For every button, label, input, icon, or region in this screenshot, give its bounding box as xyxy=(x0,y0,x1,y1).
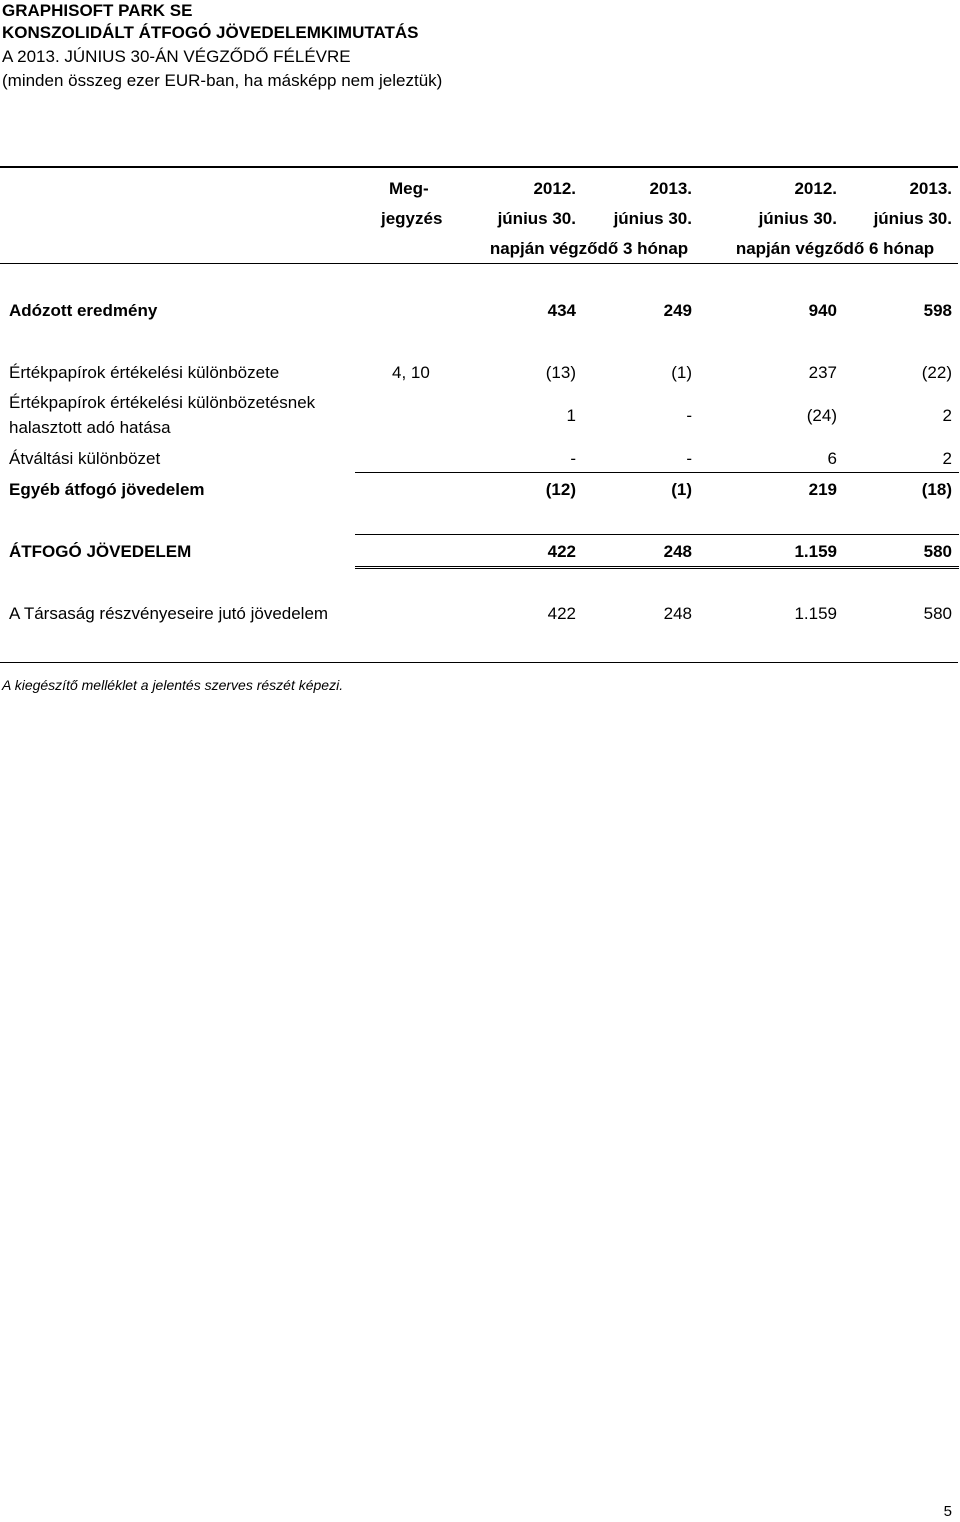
cell-value: 248 xyxy=(663,542,692,561)
row-label: Adózott eredmény xyxy=(9,301,158,320)
header-bottom-rule xyxy=(0,263,958,264)
cell-value: 1.159 xyxy=(794,542,837,561)
row-label: A Társaság részvényeseire jutó jövedelem xyxy=(9,604,329,623)
cell-value: (13) xyxy=(545,363,576,382)
col3-year: 2012. xyxy=(794,179,837,198)
cell-value: 422 xyxy=(547,542,576,561)
company-name: GRAPHISOFT PARK SE xyxy=(2,1,193,20)
row-label-line2: halasztott adó hatása xyxy=(9,418,171,437)
footnote: A kiegészítő melléklet a jelentés szerves részét képezi. xyxy=(2,677,344,693)
cell-value: 580 xyxy=(923,604,952,623)
cell-value: - xyxy=(570,449,576,468)
cell-value: (18) xyxy=(921,480,952,499)
cell-value: 249 xyxy=(663,301,692,320)
group-6-months: napján végződő 6 hónap xyxy=(735,239,935,258)
page-number: 5 xyxy=(943,1503,952,1520)
col2-date: június 30. xyxy=(613,209,692,228)
statement-title: KONSZOLIDÁLT ÁTFOGÓ JÖVEDELEMKIMUTATÁS xyxy=(2,23,419,42)
col1-year: 2012. xyxy=(533,179,576,198)
cell-value: (1) xyxy=(671,363,692,382)
total-double-rule xyxy=(355,566,959,569)
cell-value: - xyxy=(686,406,692,425)
table-bottom-rule xyxy=(0,662,958,663)
cell-value: 6 xyxy=(827,449,837,468)
cell-value: 2 xyxy=(942,449,952,468)
group-3-months: napján végződő 3 hónap xyxy=(489,239,689,258)
table-top-rule xyxy=(0,166,958,168)
subtotal-rule xyxy=(355,472,959,473)
row-note-ref: 4, 10 xyxy=(392,363,430,382)
cell-value: 940 xyxy=(808,301,837,320)
row-label: Átváltási különbözet xyxy=(9,449,161,468)
row-label: ÁTFOGÓ JÖVEDELEM xyxy=(9,542,192,561)
note-col-header-1: Meg- xyxy=(389,179,429,198)
col2-year: 2013. xyxy=(649,179,692,198)
note-col-header-2: jegyzés xyxy=(381,209,443,228)
cell-value: (22) xyxy=(921,363,952,382)
cell-value: - xyxy=(686,449,692,468)
cell-value: 219 xyxy=(808,480,837,499)
row-label: Egyéb átfogó jövedelem xyxy=(9,480,205,499)
cell-value: 422 xyxy=(547,604,576,623)
col4-date: június 30. xyxy=(873,209,952,228)
cell-value: (24) xyxy=(806,406,837,425)
units-note: (minden összeg ezer EUR-ban, ha másképp nem jeleztük) xyxy=(2,71,443,90)
cell-value: (12) xyxy=(545,480,576,499)
cell-value: 1.159 xyxy=(794,604,837,623)
cell-value: 1 xyxy=(566,406,576,425)
col4-year: 2013. xyxy=(909,179,952,198)
period-subtitle: A 2013. JÚNIUS 30-ÁN VÉGZŐDŐ FÉLÉVRE xyxy=(2,47,351,66)
row-label: Értékpapírok értékelési különbözete xyxy=(9,363,280,382)
col1-date: június 30. xyxy=(497,209,576,228)
cell-value: 434 xyxy=(547,301,576,320)
cell-value: 598 xyxy=(923,301,952,320)
cell-value: 248 xyxy=(663,604,692,623)
cell-value: (1) xyxy=(671,480,692,499)
cell-value: 580 xyxy=(923,542,952,561)
cell-value: 237 xyxy=(808,363,837,382)
total-top-rule xyxy=(355,534,959,535)
row-label-line1: Értékpapírok értékelési különbözetésnek xyxy=(9,393,316,412)
cell-value: 2 xyxy=(942,406,952,425)
col3-date: június 30. xyxy=(758,209,837,228)
